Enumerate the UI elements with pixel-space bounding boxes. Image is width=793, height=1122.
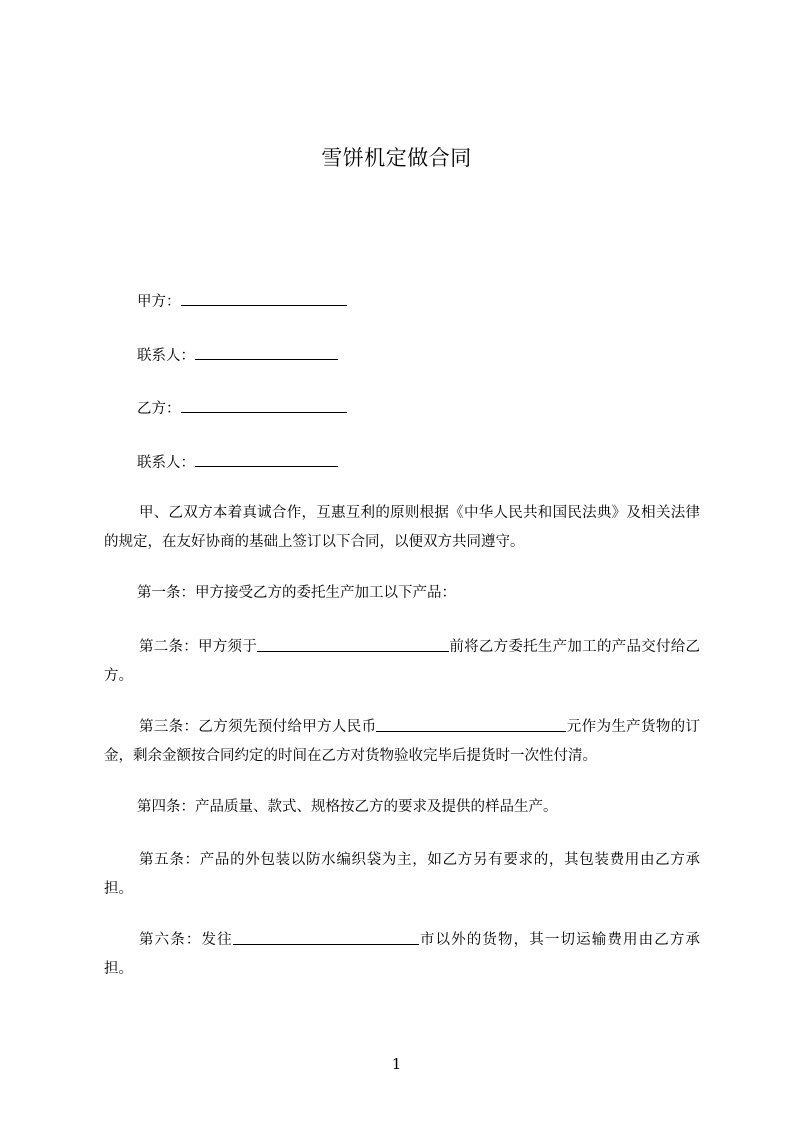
article-5: 第五条：产品的外包装以防水编织袋为主，如乙方另有要求的，其包装费用由乙方承担。	[104, 852, 700, 897]
article-1: 第一条：甲方接受乙方的委托生产加工以下产品：	[137, 585, 456, 601]
party-b-line	[137, 398, 347, 419]
contact-a-blank	[195, 345, 338, 360]
party-b-label: 乙方：	[137, 401, 181, 417]
article-3-prefix: 第三条：乙方须先预付给甲方人民币	[139, 719, 377, 735]
party-b-blank	[181, 398, 347, 413]
party-a-line	[137, 291, 347, 312]
article-3	[104, 713, 700, 771]
contact-b-blank	[195, 452, 338, 467]
article-3-suffix: 元作为生产货物的订金，剩余金额按合同约定的时间在乙方对货物验收完毕后提货时一次性付清。	[104, 719, 701, 764]
party-a-blank	[181, 291, 347, 306]
page-number: 1	[391, 1055, 402, 1073]
intro-paragraph: 甲、乙双方本着真诚合作，互惠互利的原则根据《中华人民共和国民法典》及相关法律的规定，在友好协商的基础上签订以下合同，以便双方共同遵守。	[104, 505, 700, 550]
document-title: 雪饼机定做合同	[321, 146, 472, 170]
article-4: 第四条：产品质量、款式、规格按乙方的要求及提供的样品生产。	[137, 799, 558, 815]
article-3-blank	[376, 717, 566, 732]
article-2-prefix: 第二条：甲方须于	[139, 639, 258, 655]
contact-a-line	[137, 345, 338, 366]
contact-b-line	[137, 452, 338, 473]
contact-a-label: 联系人：	[137, 348, 195, 364]
party-a-label: 甲方：	[137, 294, 181, 310]
article-2	[104, 633, 700, 691]
article-6-suffix: 市以外的货物，其一切运输费用由乙方承担。	[104, 932, 700, 977]
article-2-blank	[257, 637, 449, 652]
article-6	[104, 926, 700, 984]
contact-b-label: 联系人：	[137, 455, 195, 471]
article-2-suffix: 前将乙方委托生产加工的产品交付给乙方。	[104, 639, 701, 684]
article-6-blank	[233, 930, 419, 945]
article-6-prefix: 第六条：发往	[139, 932, 233, 948]
